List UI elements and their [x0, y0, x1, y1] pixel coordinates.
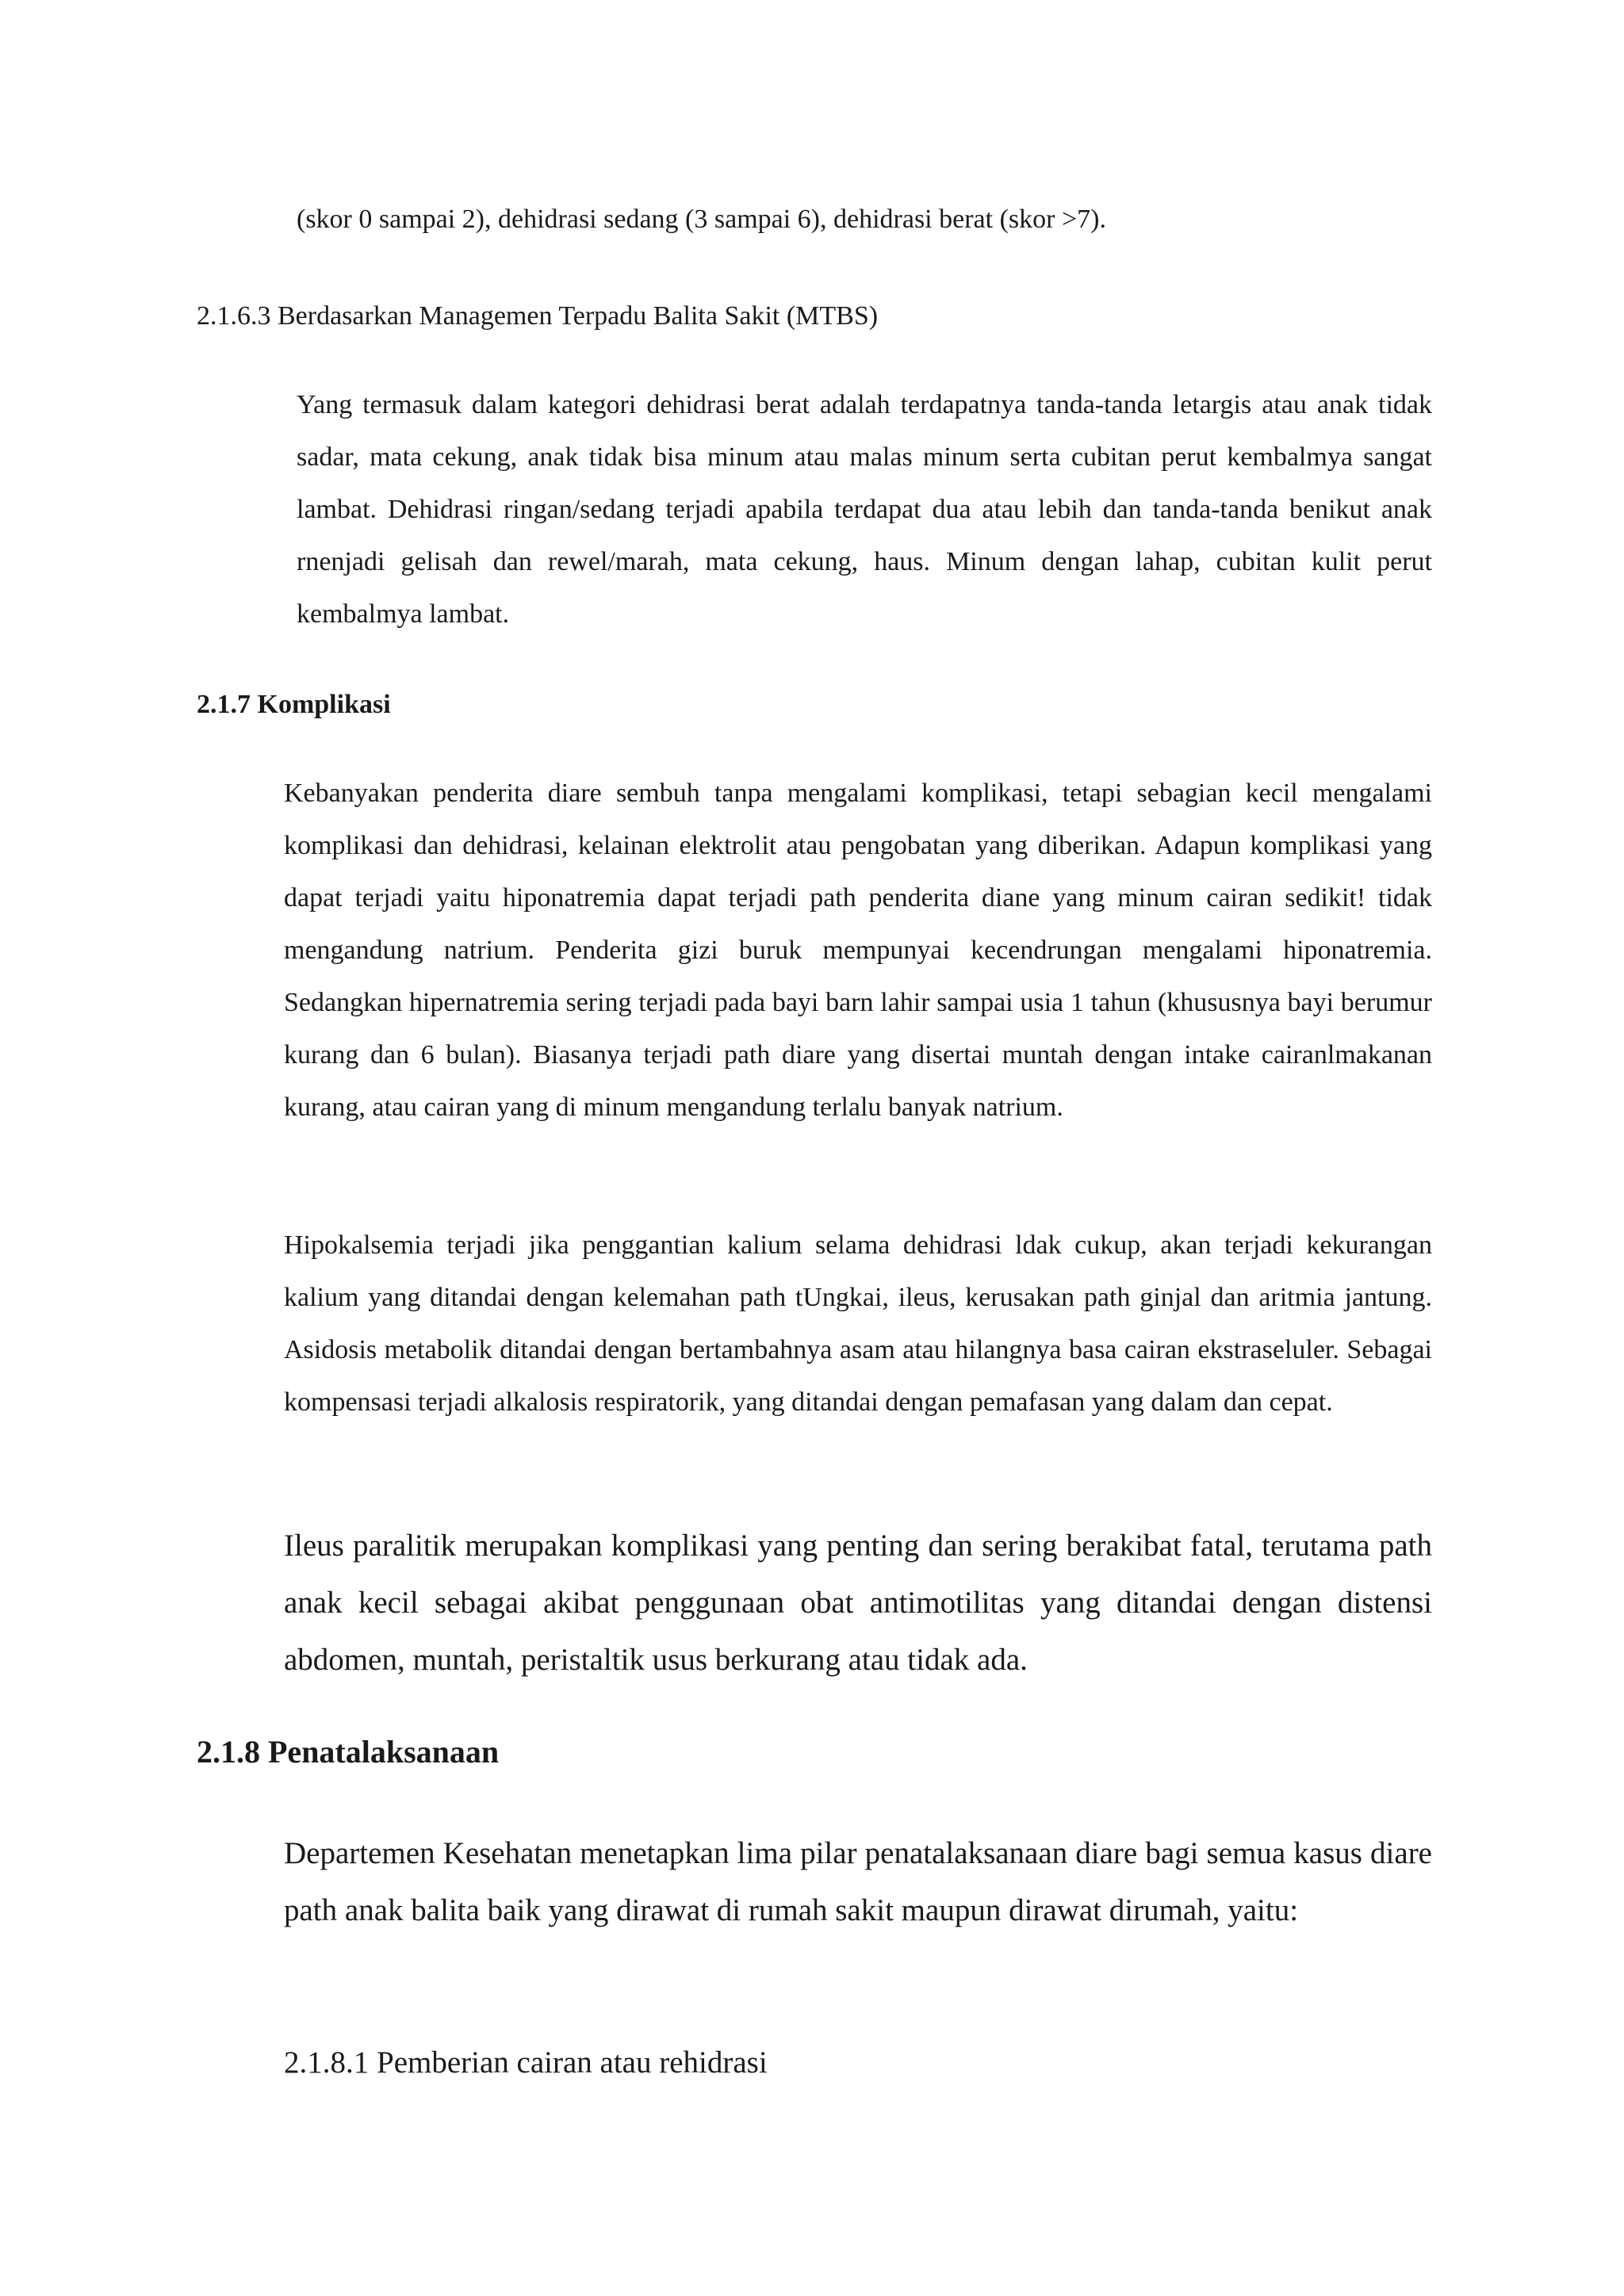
paragraph-komplikasi-2: Hipokalsemia terjadi jika penggantian kalium selama dehidrasi ldak cukup, akan terjadi kekurangan kalium yang ditandai dengan kelemahan path tUngkai, ileus, kerusakan path ginjal dan aritmia jantung. Asidosis metabolik ditandai dengan bertambahnya asam atau hilangnya basa cairan ekstraseluler. Sebagai kompensasi terjadi alkalosis respiratorik, yang ditandai dengan pemafasan yang dalam dan cepat. — [284, 1230, 1432, 1417]
paragraph-komplikasi-1: Kebanyakan penderita diare sembuh tanpa mengalami komplikasi, tetapi sebagian kecil mengalami komplikasi dan dehidrasi, kelainan elektrolit atau pengobatan yang diberikan. Adapun komplikasi yang dapat terjadi yaitu hiponatremia dapat terjadi path penderita diane yang minum cairan sedikit! tidak mengandung natrium. Penderita gizi buruk mempunyai kecendrungan mengalami hiponatremia. Sedangkan hipernatremia sering terjadi pada bayi barn lahir sampai usia 1 tahun (khususnya bayi berumur kurang dan 6 bulan). Biasanya terjadi path diare yang disertai muntah dengan intake cairanlmakanan kurang, atau cairan yang di minum mengandung terlalu banyak natrium. — [284, 779, 1432, 1122]
paragraph-mtbs: Yang termasuk dalam kategori dehidrasi berat adalah terdapatnya tanda-tanda letargis atau anak tidak sadar, mata cekung, anak tidak bisa minum atau malas minum serta cubitan perut kembalmya sangat lambat. Dehidrasi ringan/sedang terjadi apabila terdapat dua atau lebih dan tanda-tanda benikut anak rnenjadi gelisah dan rewel/marah, mata cekung, haus. Minum dengan lahap, cubitan kulit perut kembalmya lambat. — [297, 390, 1432, 629]
heading-2-1-8-1: 2.1.8.1 Pemberian cairan atau rehidrasi — [284, 2045, 768, 2080]
heading-2-1-8: 2.1.8 Penatalaksanaan — [197, 1734, 500, 1770]
paragraph-penatalaksanaan: Departemen Kesehatan menetapkan lima pilar penatalaksanaan diare bagi semua kasus diare path anak balita baik yang dirawat di rumah sakit maupun dirawat dirumah, yaitu: — [284, 1836, 1432, 1927]
scale-line: (skor 0 sampai 2), dehidrasi sedang (3 sampai 6), dehidrasi berat (skor >7). — [297, 205, 1106, 234]
heading-2-1-7: 2.1.7 Komplikasi — [197, 690, 391, 719]
paragraph-komplikasi-3: Ileus paralitik merupakan komplikasi yang penting dan sering berakibat fatal, terutama path anak kecil sebagai akibat penggunaan obat antimotilitas yang ditandai dengan distensi abdomen, muntah, peristaltik usus berkurang atau tidak ada. — [284, 1529, 1432, 1677]
heading-2-1-6-3: 2.1.6.3 Berdasarkan Managemen Terpadu Balita Sakit (MTBS) — [197, 301, 879, 331]
